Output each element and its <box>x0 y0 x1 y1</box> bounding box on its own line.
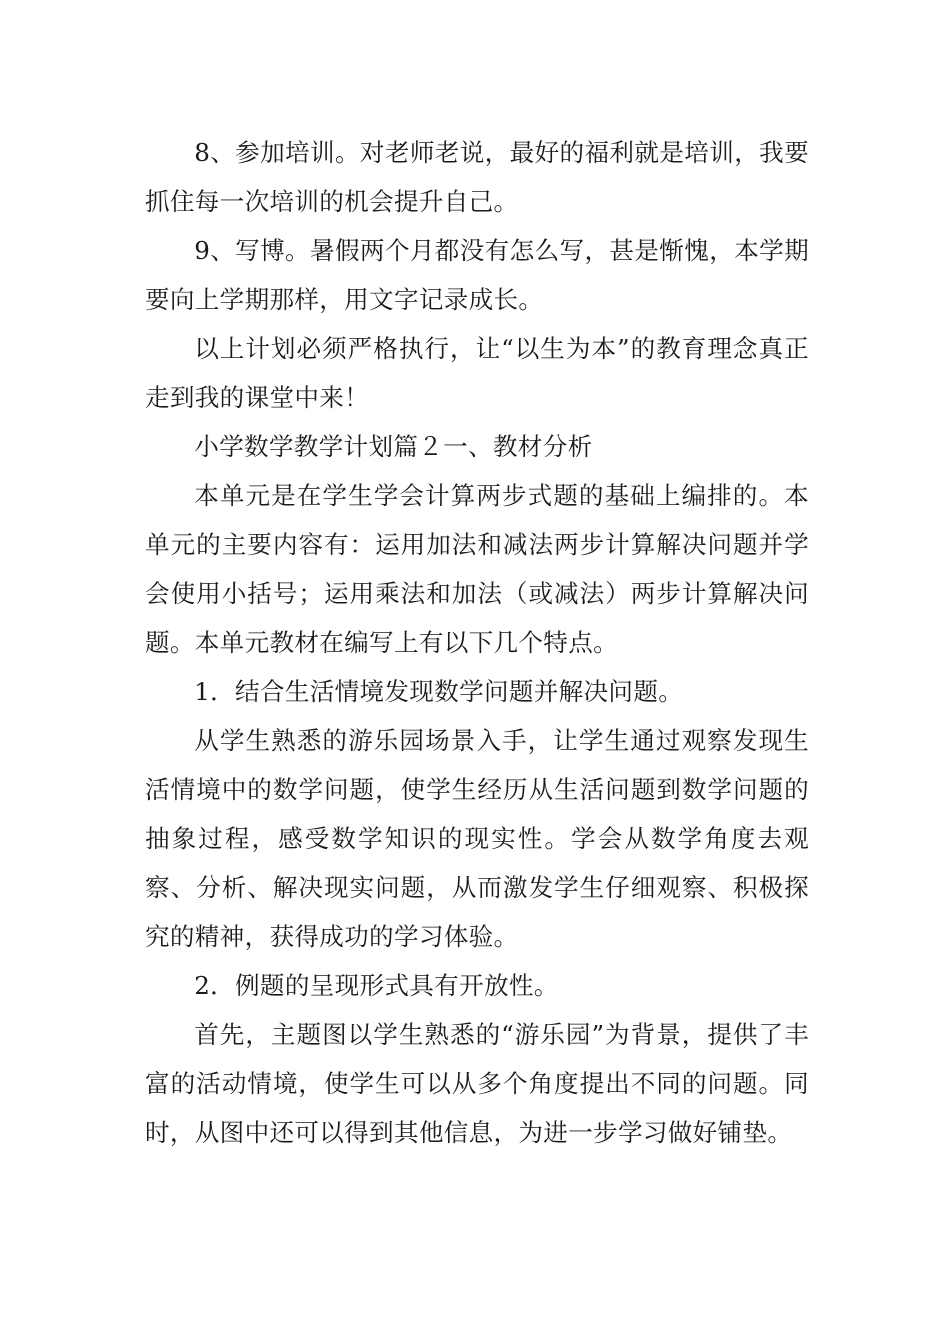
document-body <box>145 128 809 1157</box>
paragraph-unit-overview: 本单元是在学生学会计算两步式题的基础上编排的。本单元的主要内容有：运用加法和减法两步计算解决问题并学会使用小括号；运用乘法和加法（或减法）两步计算解决问题。本单元教材在编写上有以下几个特点。 <box>145 481 809 657</box>
feature-heading-1: 1．结合生活情境发现数学问题并解决问题。 <box>194 677 684 706</box>
paragraph-feature-1-detail: 从学生熟悉的游乐园场景入手，让学生通过观察发现生活情境中的数学问题，使学生经历从生活问题到数学问题的抽象过程，感受数学知识的现实性。学会从数学角度去观察、分析、解决现实问题，从而激发学生仔细观察、积极探究的精神，获得成功的学习体验。 <box>145 726 809 951</box>
paragraph-item-8-training: 8、参加培训。对老师老说，最好的福利就是培训，我要抓住每一次培训的机会提升自己。 <box>145 138 809 216</box>
feature-heading-2: 2．例题的呈现形式具有开放性。 <box>194 971 559 1000</box>
paragraph-item-9-blogging: 9、写博。暑假两个月都没有怎么写，甚是惭愧，本学期要向上学期那样，用文字记录成长。 <box>145 236 809 314</box>
paragraph-plan-conclusion: 以上计划必须严格执行，让“以生为本”的教育理念真正走到我的课堂中来！ <box>145 334 809 412</box>
paragraph-feature-2-detail: 首先，主题图以学生熟悉的“游乐园”为背景，提供了丰富的活动情境，使学生可以从多个角度提出不同的问题。同时，从图中还可以得到其他信息，为进一步学习做好铺垫。 <box>145 1020 809 1147</box>
section-heading: 小学数学教学计划篇２一、教材分析 <box>194 432 593 461</box>
